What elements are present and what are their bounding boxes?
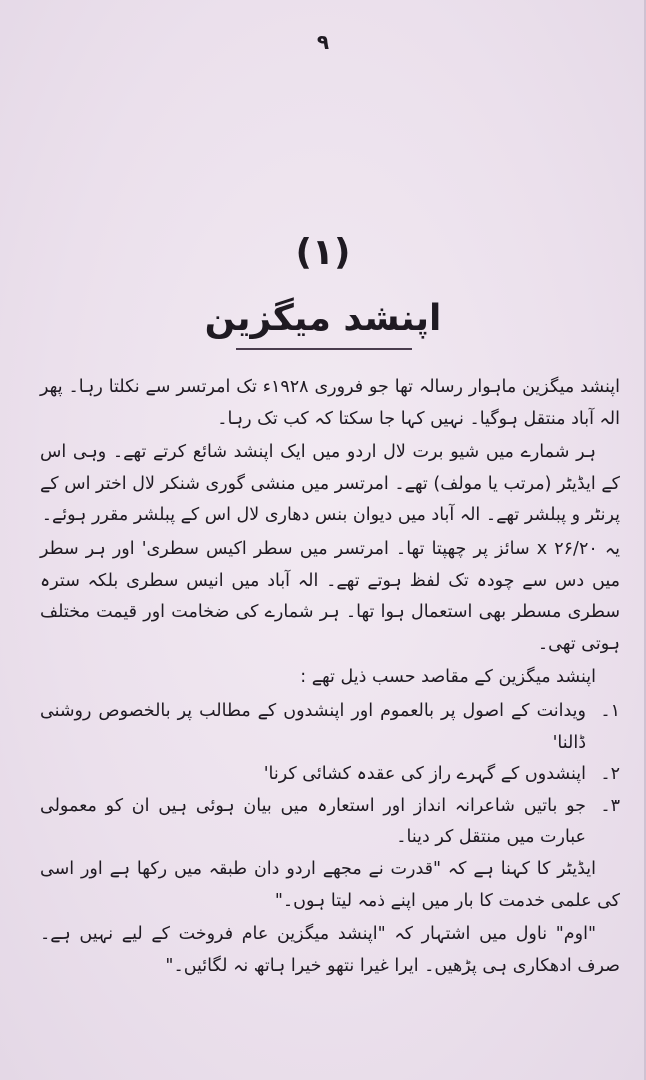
list-item (40, 759, 620, 791)
list-item (40, 791, 620, 854)
list-number: ۳۔ (600, 795, 620, 816)
paragraph-editor: ہر شمارے میں شیو برت لال اردو میں ایک اپنشد شائع کرتے تھے۔ وہی اس کے ایڈیٹر (مرتب یا مولف) تھے۔ امرتسر میں منشی گوری شنکر لال اختر اس کے پرنٹر و پبلشر تھے۔ الہ آباد میں دیوان بنس دھاری لال اس کے پبلشر مقرر ہوئے۔ (40, 442, 620, 526)
paragraph-format: یہ ۲۰/x ۲۶ سائز پر چھپتا تھا۔ امرتسر میں سطر اکیس سطری' اور ہر سطر میں دس سے چودہ تک لفظ ہوتے تھے۔ الہ آباد میں انیس سطری بلکہ سترہ سطری مسطر بھی استعمال ہوا تھا۔ ہر شمارے کی ضخامت اور قیمت مختلف ہوتی تھی۔ (40, 538, 621, 654)
chapter-title: اپنشد میگزین (204, 298, 442, 339)
list-text: ویدانت کے اصول پر بالعموم اور اپنشدوں کے مطالب پر بالخصوص روشنی ڈالنا' (40, 700, 586, 753)
list-number: ۱۔ (600, 700, 620, 721)
body-text (40, 372, 620, 984)
page-number: ۹ (316, 30, 330, 54)
list-number: ۲۔ (600, 764, 620, 785)
paragraph-intro: اپنشد میگزین ماہوار رسالہ تھا جو فروری ۱۹۲۸ء تک امرتسر سے نکلتا رہا۔ پھر الہ آباد منتقل ہوگیا۔ نہیں کہا جا سکتا کہ کب تک رہا۔ (40, 377, 620, 429)
list-text: جو باتیں شاعرانہ انداز اور استعارہ میں بیان ہوئی ہیں ان کو معمولی عبارت میں منتقل کر دینا۔ (40, 795, 586, 848)
paragraph-objectives-intro: اپنشد میگزین کے مقاصد حسب ذیل تھے : (300, 667, 596, 688)
title-underline (236, 348, 412, 350)
paragraph-advertisement: "اوم" ناول میں اشتہار کہ "اپنشد میگزین عام فروخت کے لیے نہیں ہے۔ صرف ادھکاری ہی پڑھیں۔ ایرا غیرا نتھو خیرا ہاتھ نہ لگائیں۔" (40, 924, 620, 976)
paragraph-editor-quote: ایڈیٹر کا کہنا ہے کہ "قدرت نے مجھے اردو دان طبقہ میں رکھا ہے اور اسی کی علمی خدمت کا بار میں اپنے ذمہ لیتا ہوں۔" (40, 858, 620, 911)
chapter-number: (۱) (295, 232, 351, 273)
list-text: اپنشدوں کے گہرے راز کی عقدہ کشائی کرنا' (263, 764, 586, 785)
list-item (40, 696, 620, 759)
